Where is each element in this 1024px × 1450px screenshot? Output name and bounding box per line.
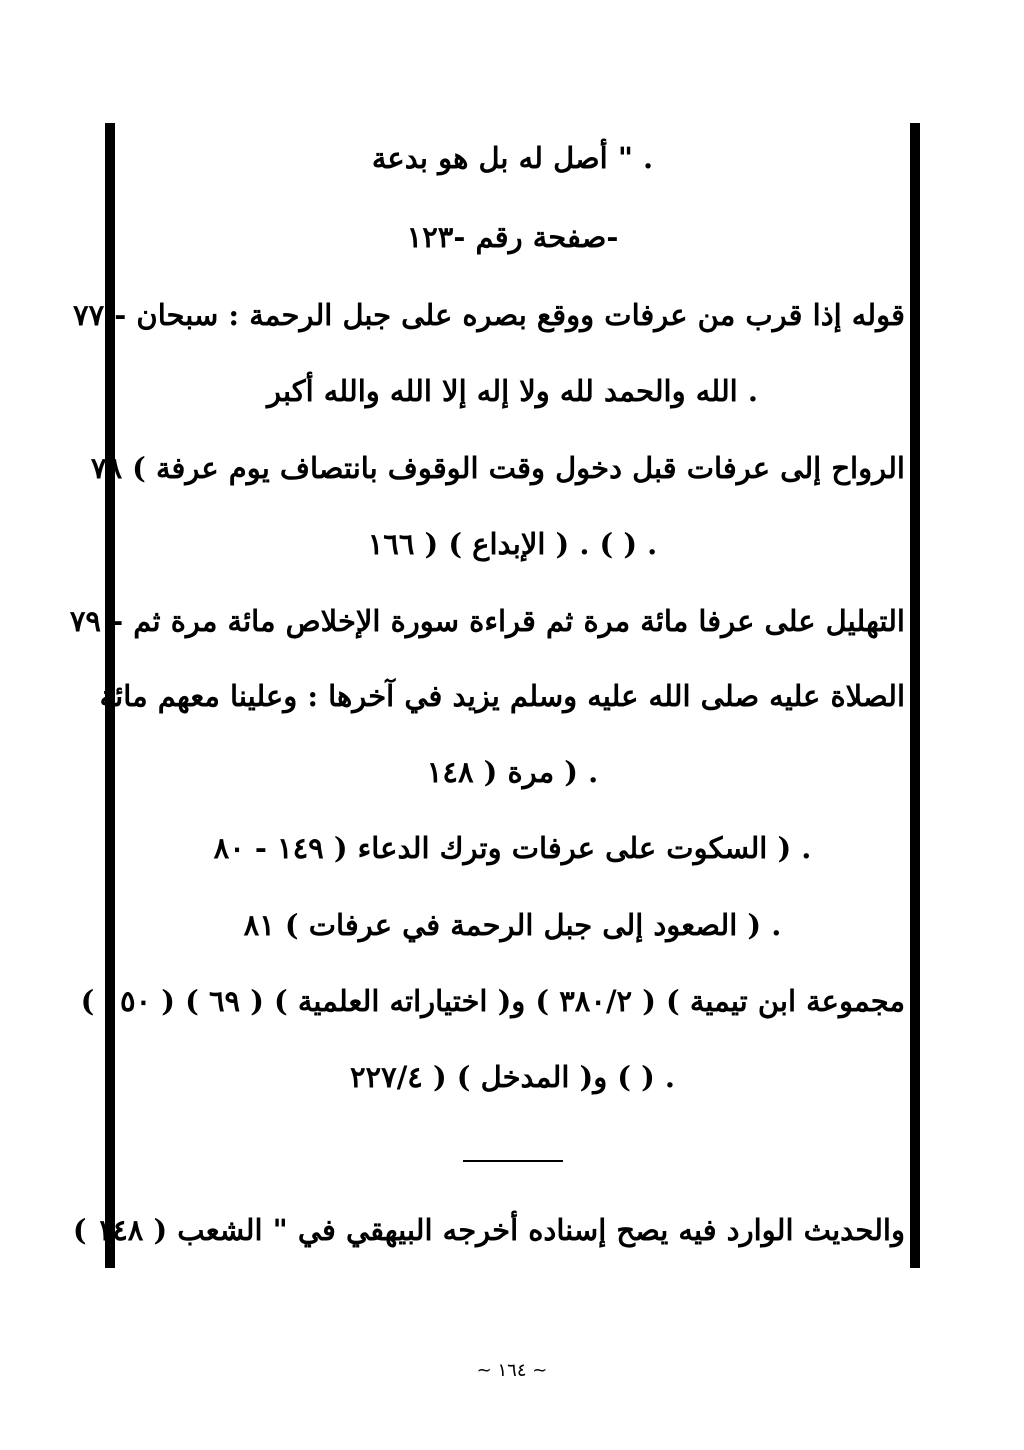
text-line-8: الصلاة عليه صلى الله عليه وسلم يزيد في آخرها : وعلينا معهم مائة: [99, 679, 905, 713]
text-line-7: التهليل على عرفا مائة مرة ثم قراءة سورة الإخلاص مائة مرة ثم - ٧٩: [69, 604, 905, 638]
text-line-10: . ( السكوت على عرفات وترك الدعاء ( ١٤٩ - ٨٠: [213, 831, 812, 865]
text-line-11: . ( الصعود إلى جبل الرحمة في عرفات ) ٨١: [243, 908, 782, 942]
text-line-9: . ( مرة ( ١٤٨: [426, 755, 599, 789]
text-line-2: -صفحة رقم -١٢٣: [406, 220, 619, 254]
footnote-separator: [463, 1160, 563, 1162]
text-line-13: . ( ) و( المدخل ) ( ٢٢٧/٤: [349, 1060, 676, 1094]
right-border-bar: [910, 123, 920, 1268]
text-line-12: مجموعة ابن تيمية ) ( ٣٨٠/٢ ) و( اختياراته العلمية ) ( ٦٩ ) ( ١٥٠ ): [80, 984, 905, 1018]
text-line-5: الرواح إلى عرفات قبل دخول وقت الوقوف بانتصاف يوم عرفة ) ٧٨: [90, 451, 905, 485]
text-line-3: قوله إذا قرب من عرفات ووقع بصره على جبل الرحمة : سبحان - ٧٧: [73, 298, 905, 332]
text-line-4: . الله والحمد لله ولا إله إلا الله والله أكبر: [267, 374, 758, 408]
page-number: ~ ١٦٤ ~: [476, 1360, 548, 1381]
text-line-1: . " أصل له بل هو بدعة: [371, 141, 654, 175]
footnote-line: والحديث الوارد فيه يصح إسناده أخرجه البيهقي في " الشعب ( ١٤٨ ): [72, 1213, 905, 1247]
text-line-6: . ( ) . ( الإبداع ) ( ١٦٦: [367, 527, 658, 561]
